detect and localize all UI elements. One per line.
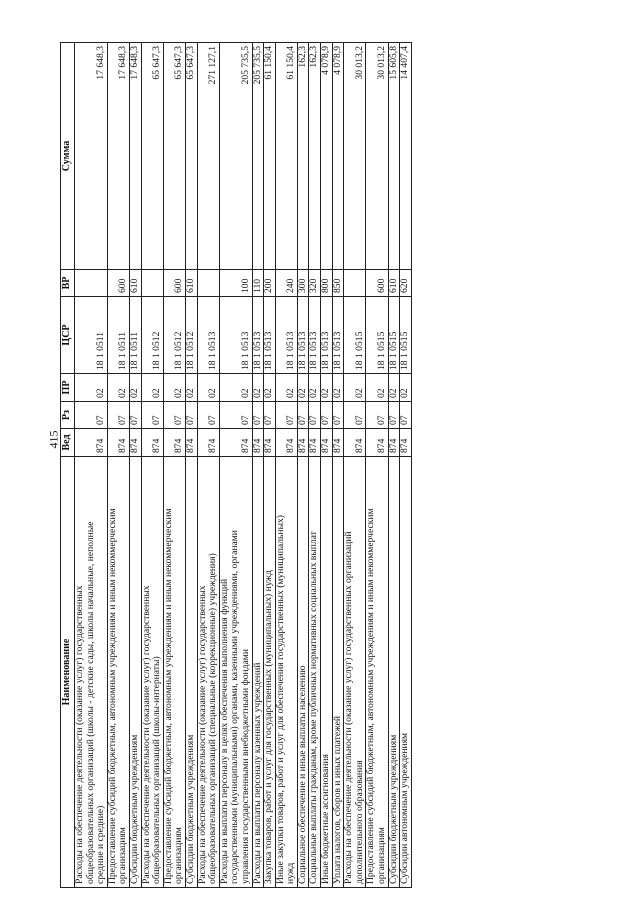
table-row bbox=[275, 43, 297, 888]
row-ved: 874 bbox=[252, 429, 264, 457]
row-pr: 02 bbox=[129, 374, 141, 402]
row-rz: 07 bbox=[344, 402, 366, 429]
row-rz: 07 bbox=[332, 402, 344, 429]
row-vr: 240 bbox=[275, 270, 297, 297]
row-sum: 30 013,2 bbox=[344, 43, 366, 270]
row-name bbox=[129, 457, 141, 888]
row-name bbox=[107, 457, 129, 888]
row-csr: 18 1 0515 bbox=[388, 297, 400, 374]
row-csr: 18 1 0513 bbox=[309, 297, 321, 374]
row-sum: 61 150,4 bbox=[275, 43, 297, 270]
row-ved: 874 bbox=[400, 429, 412, 457]
row-sum: 65 647,3 bbox=[141, 43, 163, 270]
row-name-line: общеобразовательных организаций (школы - детские сады, школы начальные, неполные bbox=[84, 521, 96, 884]
row-csr: 18 1 0513 bbox=[297, 297, 309, 374]
row-vr: 620 bbox=[400, 270, 412, 297]
header-vr: ВР bbox=[61, 270, 75, 297]
row-rz: 07 bbox=[219, 402, 252, 429]
row-csr: 18 1 0513 bbox=[219, 297, 252, 374]
table-row bbox=[197, 43, 219, 888]
row-name-line: Предоставление субсидий бюджетным, автономным учреждениям и иным некоммерческим bbox=[162, 508, 174, 884]
table-row bbox=[252, 43, 264, 888]
row-ved: 874 bbox=[321, 429, 333, 457]
row-sum: 17 648,3 bbox=[129, 43, 141, 270]
row-ved: 874 bbox=[275, 429, 297, 457]
row-ved: 874 bbox=[388, 429, 400, 457]
table-row bbox=[321, 43, 333, 888]
table-row bbox=[185, 43, 197, 888]
row-rz: 07 bbox=[388, 402, 400, 429]
row-csr: 18 1 0515 bbox=[366, 297, 388, 374]
row-pr: 02 bbox=[107, 374, 129, 402]
page-number: 415 bbox=[46, 430, 61, 449]
row-rz: 07 bbox=[141, 402, 163, 429]
row-pr: 02 bbox=[141, 374, 163, 402]
row-csr: 18 1 0515 bbox=[400, 297, 412, 374]
row-name-line: Социальное обеспечение и иные выплаты населению bbox=[296, 665, 308, 884]
row-csr: 18 1 0513 bbox=[332, 297, 344, 374]
row-name bbox=[75, 457, 108, 888]
row-sum: 17 648,3 bbox=[75, 43, 108, 270]
table-row bbox=[129, 43, 141, 888]
row-rz: 07 bbox=[366, 402, 388, 429]
row-name-line: Субсидии бюджетным учреждениям bbox=[387, 734, 399, 884]
row-pr: 02 bbox=[163, 374, 185, 402]
row-name bbox=[141, 457, 163, 888]
row-rz: 07 bbox=[197, 402, 219, 429]
row-name-line: общеобразовательных организаций (специальные (коррекционные) учреждения) bbox=[207, 553, 219, 884]
row-vr: 300 bbox=[297, 270, 309, 297]
row-sum: 65 647,3 bbox=[163, 43, 185, 270]
row-name-line: Расходы на выплаты персоналу казенных учреждений bbox=[251, 662, 263, 884]
row-rz: 07 bbox=[107, 402, 129, 429]
row-csr: 18 1 0513 bbox=[264, 297, 276, 374]
row-sum: 162,3 bbox=[297, 43, 309, 270]
row-sum: 30 013,2 bbox=[366, 43, 388, 270]
row-sum: 61 150,4 bbox=[264, 43, 276, 270]
row-name-line: Расходы на обеспечение деятельности (оказание услуг) государственных bbox=[74, 585, 85, 884]
row-sum: 205 735,5 bbox=[252, 43, 264, 270]
row-name bbox=[366, 457, 388, 888]
row-rz: 07 bbox=[264, 402, 276, 429]
header-ved: Вед bbox=[61, 429, 75, 457]
row-sum: 17 648,3 bbox=[107, 43, 129, 270]
header-rz: Рз bbox=[61, 402, 75, 429]
row-name-line: организациям bbox=[173, 827, 185, 884]
row-csr: 18 1 0512 bbox=[163, 297, 185, 374]
budget-table bbox=[60, 42, 412, 888]
row-sum: 162,3 bbox=[309, 43, 321, 270]
row-name bbox=[388, 457, 400, 888]
row-name-line: Субсидии автономным учреждениям bbox=[399, 732, 411, 884]
row-rz: 07 bbox=[400, 402, 412, 429]
row-csr: 18 1 0511 bbox=[129, 297, 141, 374]
row-pr: 02 bbox=[252, 374, 264, 402]
table-header-row bbox=[61, 43, 75, 888]
row-ved: 874 bbox=[107, 429, 129, 457]
row-pr: 02 bbox=[309, 374, 321, 402]
row-csr: 18 1 0513 bbox=[275, 297, 297, 374]
row-vr: 320 bbox=[309, 270, 321, 297]
row-sum: 4 078,9 bbox=[321, 43, 333, 270]
row-csr: 18 1 0511 bbox=[107, 297, 129, 374]
row-ved: 874 bbox=[264, 429, 276, 457]
row-sum: 271 127,1 bbox=[197, 43, 219, 270]
row-vr: 800 bbox=[321, 270, 333, 297]
row-name-line: Расходы на обеспечение деятельности (оказание услуг) государственных bbox=[196, 585, 208, 884]
row-pr: 02 bbox=[185, 374, 197, 402]
row-sum: 4 078,9 bbox=[332, 43, 344, 270]
row-sum: 65 647,3 bbox=[185, 43, 197, 270]
row-name bbox=[344, 457, 366, 888]
row-rz: 07 bbox=[321, 402, 333, 429]
row-csr: 18 1 0513 bbox=[197, 297, 219, 374]
row-ved: 874 bbox=[129, 429, 141, 457]
row-pr: 02 bbox=[400, 374, 412, 402]
row-name bbox=[275, 457, 297, 888]
row-ved: 874 bbox=[297, 429, 309, 457]
row-pr: 02 bbox=[197, 374, 219, 402]
row-sum: 205 735,5 bbox=[219, 43, 252, 270]
row-rz: 07 bbox=[309, 402, 321, 429]
table-row bbox=[400, 43, 412, 888]
header-sum: Сумма bbox=[61, 43, 75, 270]
row-name-line: организациям bbox=[376, 827, 388, 884]
row-vr bbox=[141, 270, 163, 297]
row-ved: 874 bbox=[219, 429, 252, 457]
row-csr: 18 1 0512 bbox=[185, 297, 197, 374]
table-row bbox=[75, 43, 108, 888]
row-rz: 07 bbox=[185, 402, 197, 429]
table-row bbox=[344, 43, 366, 888]
row-pr: 02 bbox=[264, 374, 276, 402]
row-vr: 110 bbox=[252, 270, 264, 297]
row-name-line: общеобразовательных организаций (школы-интернаты) bbox=[151, 656, 163, 884]
row-vr: 610 bbox=[129, 270, 141, 297]
row-name bbox=[197, 457, 219, 888]
row-name-line: средние и средние) bbox=[95, 805, 107, 884]
row-vr: 610 bbox=[388, 270, 400, 297]
rotated-table-container bbox=[60, 43, 545, 888]
table-row bbox=[332, 43, 344, 888]
row-name-line: Закупка товаров, работ и услуг для государственных (муниципальных) нужд bbox=[263, 570, 275, 884]
row-name bbox=[400, 457, 412, 888]
row-name bbox=[297, 457, 309, 888]
row-vr bbox=[75, 270, 108, 297]
row-name bbox=[163, 457, 185, 888]
row-pr: 02 bbox=[366, 374, 388, 402]
row-pr: 02 bbox=[321, 374, 333, 402]
row-name bbox=[185, 457, 197, 888]
row-csr: 18 1 0512 bbox=[141, 297, 163, 374]
row-ved: 874 bbox=[163, 429, 185, 457]
table-row bbox=[264, 43, 276, 888]
table-row bbox=[219, 43, 252, 888]
row-name-line: Субсидии бюджетным учреждениям bbox=[128, 734, 140, 884]
row-vr: 600 bbox=[366, 270, 388, 297]
row-vr: 100 bbox=[219, 270, 252, 297]
row-name bbox=[309, 457, 321, 888]
table-row bbox=[107, 43, 129, 888]
row-vr bbox=[197, 270, 219, 297]
row-rz: 07 bbox=[75, 402, 108, 429]
row-vr bbox=[344, 270, 366, 297]
table-body bbox=[75, 43, 412, 888]
header-pr: ПР bbox=[61, 374, 75, 402]
row-name-line: Расходы на обеспечение деятельности (оказание услуг) государственных организаций bbox=[343, 531, 355, 884]
row-ved: 874 bbox=[332, 429, 344, 457]
row-csr: 18 1 0513 bbox=[321, 297, 333, 374]
row-ved: 874 bbox=[197, 429, 219, 457]
table-row bbox=[297, 43, 309, 888]
row-vr: 610 bbox=[185, 270, 197, 297]
row-name-line: управления государственными внебюджетными фондами bbox=[239, 649, 251, 884]
row-vr: 850 bbox=[332, 270, 344, 297]
row-vr: 600 bbox=[107, 270, 129, 297]
row-name bbox=[321, 457, 333, 888]
row-csr: 18 1 0515 bbox=[344, 297, 366, 374]
row-name-line: дополнительного образования bbox=[353, 760, 365, 884]
table-row bbox=[388, 43, 400, 888]
table-row bbox=[366, 43, 388, 888]
row-rz: 07 bbox=[163, 402, 185, 429]
row-name-line: Субсидии бюджетным учреждениям bbox=[184, 734, 196, 884]
row-vr: 600 bbox=[163, 270, 185, 297]
row-name-line: Иные бюджетные ассигнования bbox=[320, 754, 332, 884]
row-name bbox=[252, 457, 264, 888]
row-rz: 07 bbox=[297, 402, 309, 429]
header-name: Наименование bbox=[61, 457, 75, 888]
row-name-line: Предоставление субсидий бюджетным, автономным учреждениям и иным некоммерческим bbox=[365, 508, 377, 884]
table-row bbox=[309, 43, 321, 888]
header-csr: ЦСР bbox=[61, 297, 75, 374]
row-ved: 874 bbox=[309, 429, 321, 457]
row-name-line: Расходы на выплаты персоналу в целях обеспечения выполнения функций bbox=[218, 578, 230, 884]
row-ved: 874 bbox=[75, 429, 108, 457]
row-sum: 15 605,8 bbox=[388, 43, 400, 270]
row-name-line: Предоставление субсидий бюджетным, автономным учреждениям и иным некоммерческим bbox=[106, 508, 118, 884]
row-pr: 02 bbox=[75, 374, 108, 402]
row-sum: 14 407,4 bbox=[400, 43, 412, 270]
row-pr: 02 bbox=[219, 374, 252, 402]
row-ved: 874 bbox=[344, 429, 366, 457]
row-name bbox=[219, 457, 252, 888]
row-name bbox=[264, 457, 276, 888]
row-name-line: Социальные выплаты гражданам, кроме публичных нормативных социальных выплат bbox=[308, 531, 320, 884]
row-pr: 02 bbox=[275, 374, 297, 402]
row-name-line: Уплата налогов, сборов и иных платежей bbox=[331, 715, 343, 884]
row-ved: 874 bbox=[366, 429, 388, 457]
row-rz: 07 bbox=[275, 402, 297, 429]
row-name bbox=[332, 457, 344, 888]
row-ved: 874 bbox=[141, 429, 163, 457]
row-rz: 07 bbox=[129, 402, 141, 429]
row-pr: 02 bbox=[388, 374, 400, 402]
row-csr: 18 1 0513 bbox=[252, 297, 264, 374]
row-vr: 200 bbox=[264, 270, 276, 297]
row-csr: 18 1 0511 bbox=[75, 297, 108, 374]
row-ved: 874 bbox=[185, 429, 197, 457]
row-name-line: нужд bbox=[285, 862, 297, 884]
row-rz: 07 bbox=[252, 402, 264, 429]
row-pr: 02 bbox=[344, 374, 366, 402]
row-pr: 02 bbox=[332, 374, 344, 402]
row-name-line: Расходы на обеспечение деятельности (оказание услуг) государственных bbox=[140, 585, 152, 884]
row-pr: 02 bbox=[297, 374, 309, 402]
row-name-line: организациям bbox=[117, 827, 129, 884]
row-name-line: государственными (муниципальными) органами, казенными учреждениями, органами bbox=[229, 530, 241, 884]
table-row bbox=[163, 43, 185, 888]
table-row bbox=[141, 43, 163, 888]
row-name-line: Иные закупки товаров, работ и услуг для обеспечения государственных (муниципальных) bbox=[274, 514, 286, 884]
